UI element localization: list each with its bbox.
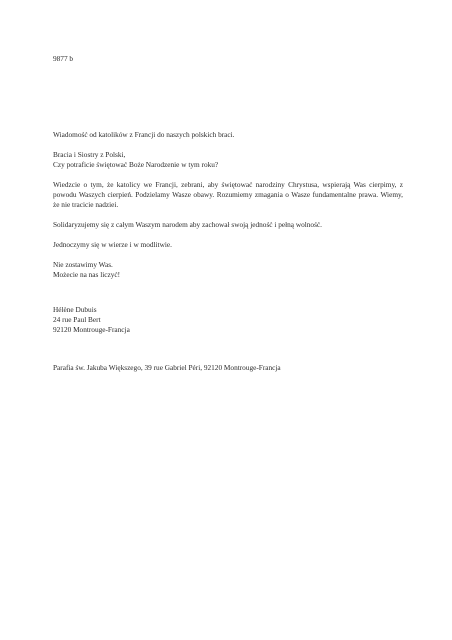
- letter-body: [53, 130, 403, 280]
- signature-name: Hélène Dubuis: [53, 305, 97, 314]
- text-line: Możecie na nas liczyć!: [53, 270, 121, 279]
- signature-street: 24 rue Paul Bert: [53, 315, 101, 324]
- document-reference: 9877 b: [53, 54, 74, 63]
- text-line: Nie zostawimy Was.: [53, 260, 113, 269]
- paragraph-title: [53, 130, 403, 140]
- text-line: Wiedzcie o tym, że katolicy we Francji, zebrani, aby świętować narodziny Chrystusa, wspierają Was cierpimy, z powodu Waszych cierpień. Podzielamy Wasze obawy. Rozumiemy zmagania o Wasze fundamentalne prawa. Wiemy, że nie tracicie nadziei.: [53, 180, 403, 209]
- paragraph-support: [53, 180, 403, 210]
- text-line: Bracia i Siostry z Polski,: [53, 150, 126, 159]
- paragraph-greeting: [53, 150, 403, 170]
- paragraph-closing: [53, 260, 403, 280]
- text-line: Czy potraficie świętować Boże Narodzenie w tym roku?: [53, 160, 219, 169]
- signature-block: [53, 305, 130, 335]
- text-line: Solidaryzujemy się z całym Waszym narodem aby zachował swoją jedność i pełną wolność.: [53, 220, 322, 229]
- parish-address: Parafia św. Jakuba Większego, 39 rue Gabriel Péri, 92120 Montrouge-Francja: [53, 363, 281, 372]
- text-line: Wiadomość od katolików z Francji do naszych polskich braci.: [53, 130, 235, 139]
- signature-city: 92120 Montrouge-Francja: [53, 325, 130, 334]
- text-line: Jednoczymy się w wierze i w modlitwie.: [53, 240, 172, 249]
- paragraph-solidarity: [53, 220, 403, 230]
- paragraph-prayer: [53, 240, 403, 250]
